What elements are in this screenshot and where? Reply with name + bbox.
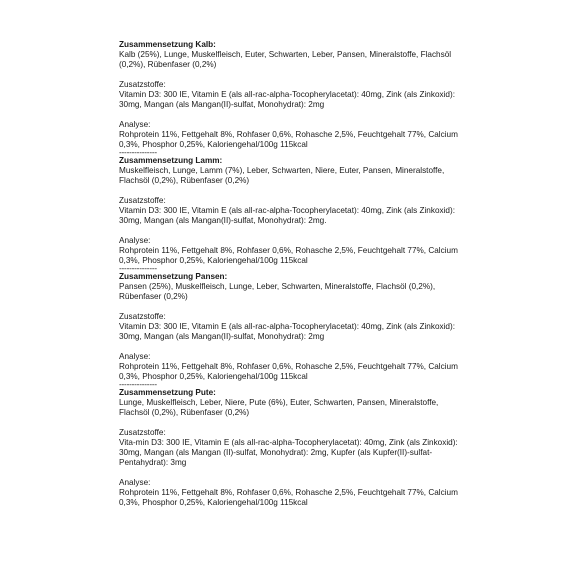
composition-text: Pansen (25%), Muskelfleisch, Lunge, Leber, Schwarten, Mineralstoffe, Flachsöl (0,2%), Rübenfaser (0,2%) — [119, 282, 436, 301]
additives-label: Zusatzstoffe: — [119, 196, 166, 205]
additives-text: Vitamin D3: 300 IE, Vitamin E (als all-rac-alpha-Tocopherylacetat): 40mg, Zink (als Zinkoxid): 30mg, Mangan (als Mangan(II)-sulfat, Monohydrat): 2mg — [119, 322, 455, 341]
section-separator: --------------- — [119, 264, 157, 273]
additives-text: Vitamin D3: 300 IE, Vitamin E (als all-rac-alpha-Tocopherylacetat): 40mg, Zink (als Zinkoxid): 30mg, Mangan (als Mangan(II)-sulfat, Monohydrat): 2mg — [119, 90, 455, 109]
composition-text: Muskelfleisch, Lunge, Lamm (7%), Leber, Schwarten, Niere, Euter, Pansen, Mineralstoffe, Flachsöl (0,2%), Rübenfaser (0,2%) — [119, 166, 445, 185]
section-separator: --------------- — [119, 380, 157, 389]
section-lamm — [119, 156, 464, 272]
additives-text: Vitamin D3: 300 IE, Vitamin E (als all-rac-alpha-Tocopherylacetat): 40mg, Zink (als Zinkoxid): 30mg, Mangan (als Mangan(II)-sulfat, Monohydrat): 2mg. — [119, 206, 455, 225]
analysis-text: Rohprotein 11%, Fettgehalt 8%, Rohfaser 0,6%, Rohasche 2,5%, Feuchtgehalt 77%, Calcium 0,3%, Phosphor 0,25%, Kaloriengehal/100g 115kcal — [119, 362, 458, 381]
analysis-text: Rohprotein 11%, Fettgehalt 8%, Rohfaser 0,6%, Rohasche 2,5%, Feuchtgehalt 77%, Calcium 0,3%, Phosphor 0,25%, Kaloriengehal/100g 115kcal — [119, 130, 458, 149]
analysis-text: Rohprotein 11%, Fettgehalt 8%, Rohfaser 0,6%, Rohasche 2,5%, Feuchtgehalt 77%, Calcium 0,3%, Phosphor 0,25%, Kaloriengehal/100g 115kcal — [119, 246, 458, 265]
section-heading: Zusammensetzung Kalb: — [119, 40, 216, 49]
composition-text: Kalb (25%), Lunge, Muskelfleisch, Euter, Schwarten, Leber, Pansen, Mineralstoffe, Flachsöl (0,2%), Rübenfaser (0,2%) — [119, 50, 452, 69]
section-pansen — [119, 272, 464, 388]
additives-label: Zusatzstoffe: — [119, 80, 166, 89]
additives-text: Vita-min D3: 300 IE, Vitamin E (als all-rac-alpha-Tocopherylacetat): 40mg, Zink (als Zinkoxid): 30mg, Mangan (als Mangan (II)-sulfat, Monohydrat): 2mg, Kupfer (als Kupfer(II)-sulfat-Pentahydrat): 3mg — [119, 438, 458, 467]
analysis-label: Analyse: — [119, 478, 151, 487]
product-document — [119, 40, 464, 508]
section-heading: Zusammensetzung Pute: — [119, 388, 216, 397]
analysis-label: Analyse: — [119, 236, 151, 245]
section-pute — [119, 388, 464, 508]
analysis-text: Rohprotein 11%, Fettgehalt 8%, Rohfaser 0,6%, Rohasche 2,5%, Feuchtgehalt 77%, Calcium 0,3%, Phosphor 0,25%, Kaloriengehal/100g 115kcal — [119, 488, 458, 507]
section-separator: --------------- — [119, 148, 157, 157]
section-heading: Zusammensetzung Pansen: — [119, 272, 228, 281]
analysis-label: Analyse: — [119, 352, 151, 361]
additives-label: Zusatzstoffe: — [119, 312, 166, 321]
section-heading: Zusammensetzung Lamm: — [119, 156, 223, 165]
composition-text: Lunge, Muskelfleisch, Leber, Niere, Pute (6%), Euter, Schwarten, Pansen, Mineralstoffe, Flachsöl (0,2%), Rübenfaser (0,2%) — [119, 398, 439, 417]
section-kalb — [119, 40, 464, 156]
analysis-label: Analyse: — [119, 120, 151, 129]
additives-label: Zusatzstoffe: — [119, 428, 166, 437]
